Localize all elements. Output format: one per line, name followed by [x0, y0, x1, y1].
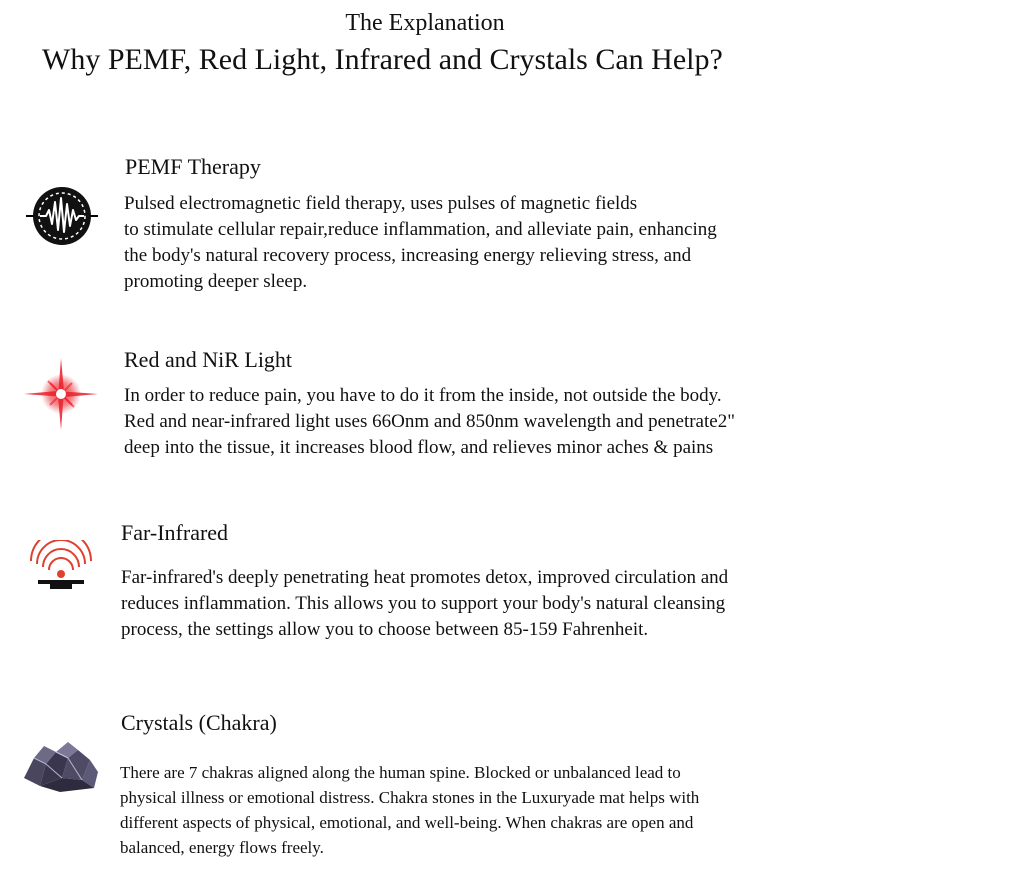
crystal-cluster-icon	[20, 738, 100, 794]
section-heading: Far-Infrared	[121, 520, 229, 545]
red-light-star-icon	[22, 356, 100, 432]
section-body: In order to reduce pain, you have to do it from the inside, not outside the body. Red and near-infrared light uses 66Onm and 850nm wavelength and penetrate2" deep into the tissue, it increases blood flow, and relieves minor aches & pains	[124, 385, 735, 458]
section-body: There are 7 chakras aligned along the human spine. Blocked or unbalanced lead to physical illness or emotional distress. Chakra stones in the Luxuryade mat helps with different aspects of physical, emotional, and well-being. When chakras are open and balanced, energy flows freely.	[120, 763, 700, 857]
section-heading: Red and NiR Light	[124, 347, 293, 372]
section-heading: PEMF Therapy	[125, 154, 261, 179]
pulse-wave-icon	[26, 180, 98, 252]
page-subtitle: The Explanation	[345, 10, 505, 36]
page-title: Why PEMF, Red Light, Infrared and Crystals Can Help?	[42, 43, 723, 76]
infrared-heat-icon	[28, 540, 94, 592]
section-heading: Crystals (Chakra)	[121, 710, 277, 735]
section-body: Pulsed electromagnetic field therapy, uses pulses of magnetic fields to stimulate cellular repair,reduce inflammation, and alleviate pain, enhancing the body's natural recovery process, increasing energy relieving stress, and promoting deeper sleep.	[124, 193, 717, 292]
section-body: Far-infrared's deeply penetrating heat promotes detox, improved circulation and reduces inflammation. This allows you to support your body's natural cleansing process, the settings allow you to choose between 85-159 Fahrenheit.	[121, 567, 729, 640]
